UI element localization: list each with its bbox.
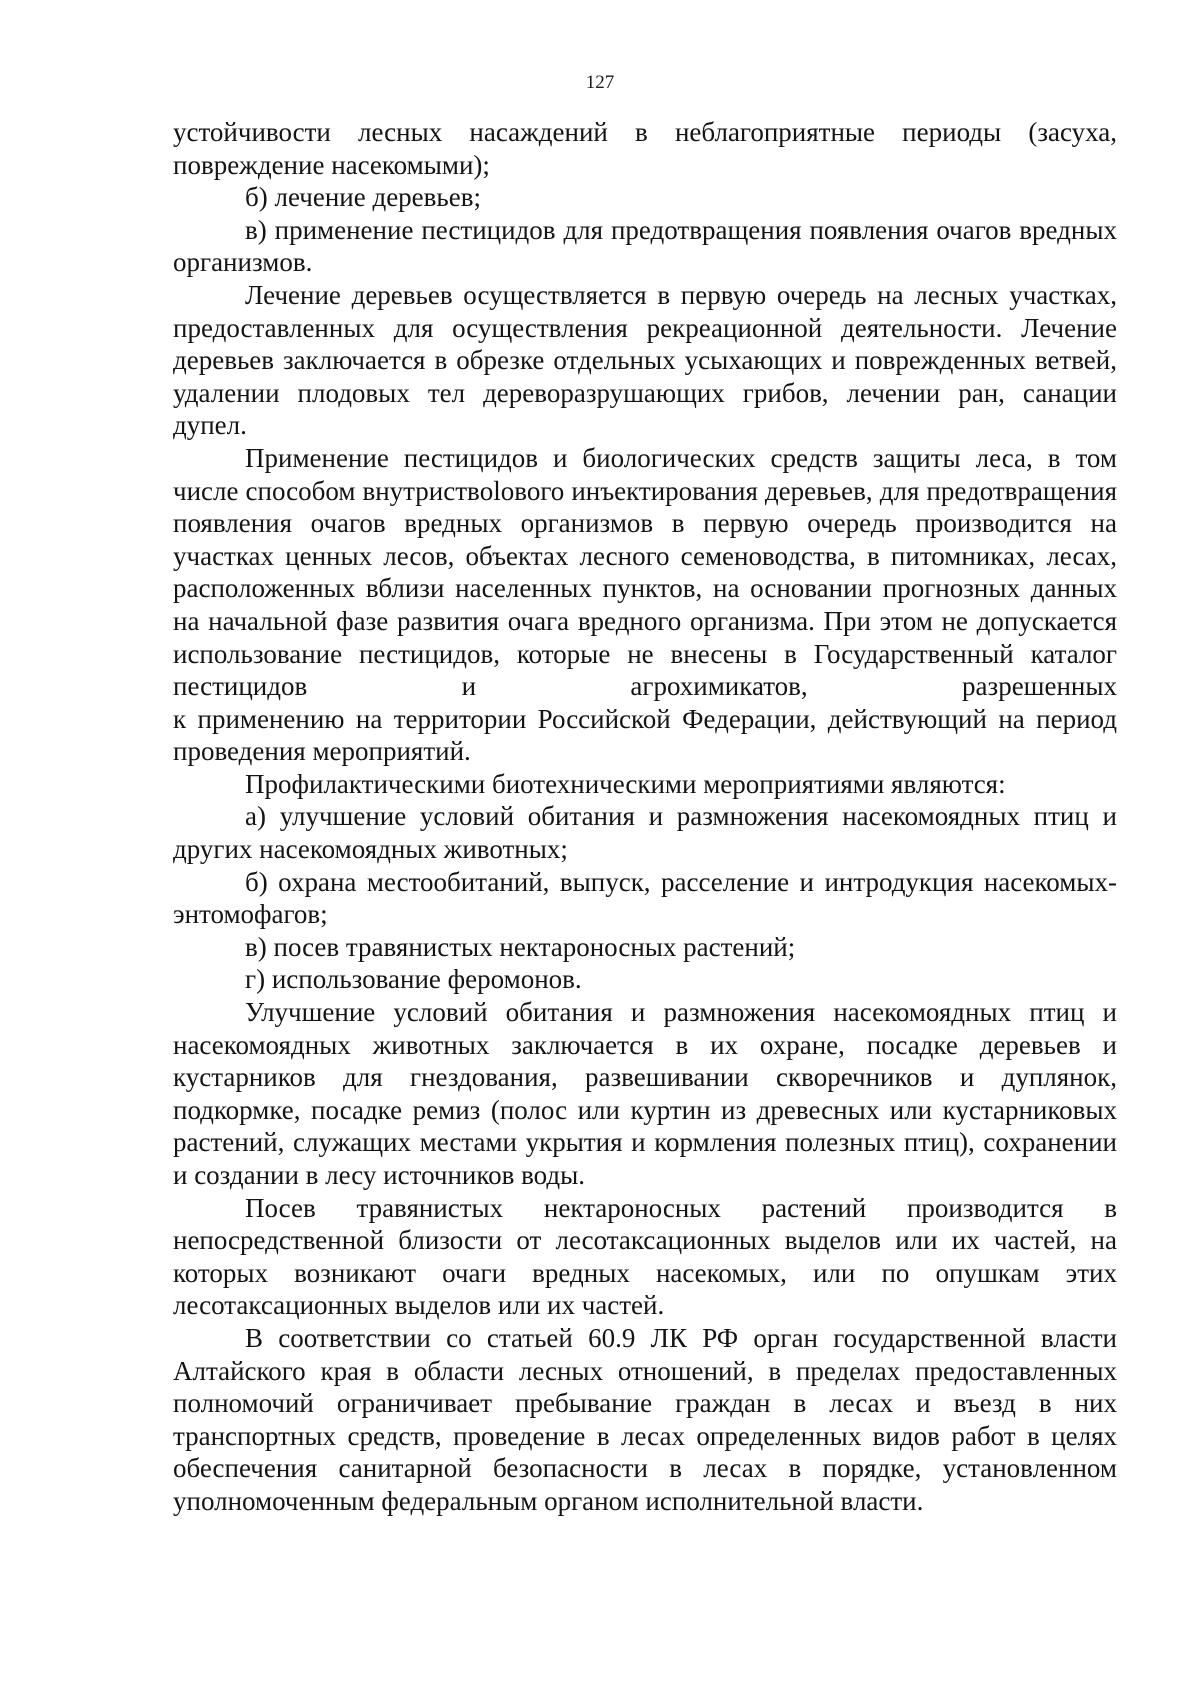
paragraph-9: б) охрана местообитаний, выпуск, расселение и интродукция насекомых-энтомофагов; [173,866,1117,930]
paragraph-10: в) посев травянистых нектароносных растений; [245,931,796,962]
page-number: 127 [585,72,615,93]
paragraph-5: Применение пестицидов и биологических средств защиты леса, в том числе способом внутриствolового инъектирования деревьев, для предотвращения появления очагов вредных организмов в первую очередь производится на участках ценных лесов, объектах лесного семеноводства, в питомниках, лесах, расположенных вблизи населенных пунктов, на основании прогнозных данных на начальной фазе развития очага вредного организма. При этом не допускается использование пестицидов, которые не внесены в Государственный каталог пестицидов и агрохимикатов, разрешенных [173,442,1117,702]
paragraph-11: г) использование феромонов. [245,964,582,995]
paragraph-7: Профилактическими биотехническими мероприятиями являются: [245,768,1006,799]
document-body [173,116,1117,1518]
paragraph-6: к применению на территории Российской Федерации, действующий на период проведения мероприятий. [173,703,1117,767]
paragraph-12: Улучшение условий обитания и размножения насекомоядных птиц и насекомоядных животных заключается в их охране, посадке деревьев и кустарников для гнездования, развешивании скворечников и дуплянок, подкормке, посадке ремиз (полос или куртин из древесных или кустарниковых растений, служащих местами укрытия и кормления полезных птиц), сохранении и создании в лесу источников воды. [173,997,1117,1190]
paragraph-3: в) применение пестицидов для предотвращения появления очагов вредных организмов. [173,214,1117,278]
paragraph-2: б) лечение деревьев; [245,182,481,213]
paragraph-4: Лечение деревьев осуществляется в первую очередь на лесных участках, предоставленных для осуществления рекреационной деятельности. Лечение деревьев заключается в обрезке отдельных усыхающих и поврежденных ветвей, удалении плодовых тел дереворазрушающих грибов, лечении ран, санации дупел. [173,279,1117,441]
paragraph-13: Посев травянистых нектароносных растений производится в непосредственной близости от лесотаксационных выделов или их частей, на которых возникают очаги вредных насекомых, или по опушкам этих лесотаксационных выделов или их частей. [173,1192,1117,1321]
paragraph-14: В соответствии со статьей 60.9 ЛК РФ орган государственной власти Алтайского края в области лесных отношений, в пределах предоставленных полномочий ограничивает пребывание граждан в лесах и въезд в них транспортных средств, проведение в лесах определенных видов работ в целях обеспечения санитарной безопасности в лесах в порядке, установленном уполномоченным федеральным органом исполнительной власти. [173,1322,1117,1516]
paragraph-1: устойчивости лесных насаждений в неблагоприятные периоды (засуха, повреждение насекомыми); [173,117,1117,180]
paragraph-8: а) улучшение условий обитания и размножения насекомоядных птиц и других насекомоядных животных; [173,801,1117,865]
